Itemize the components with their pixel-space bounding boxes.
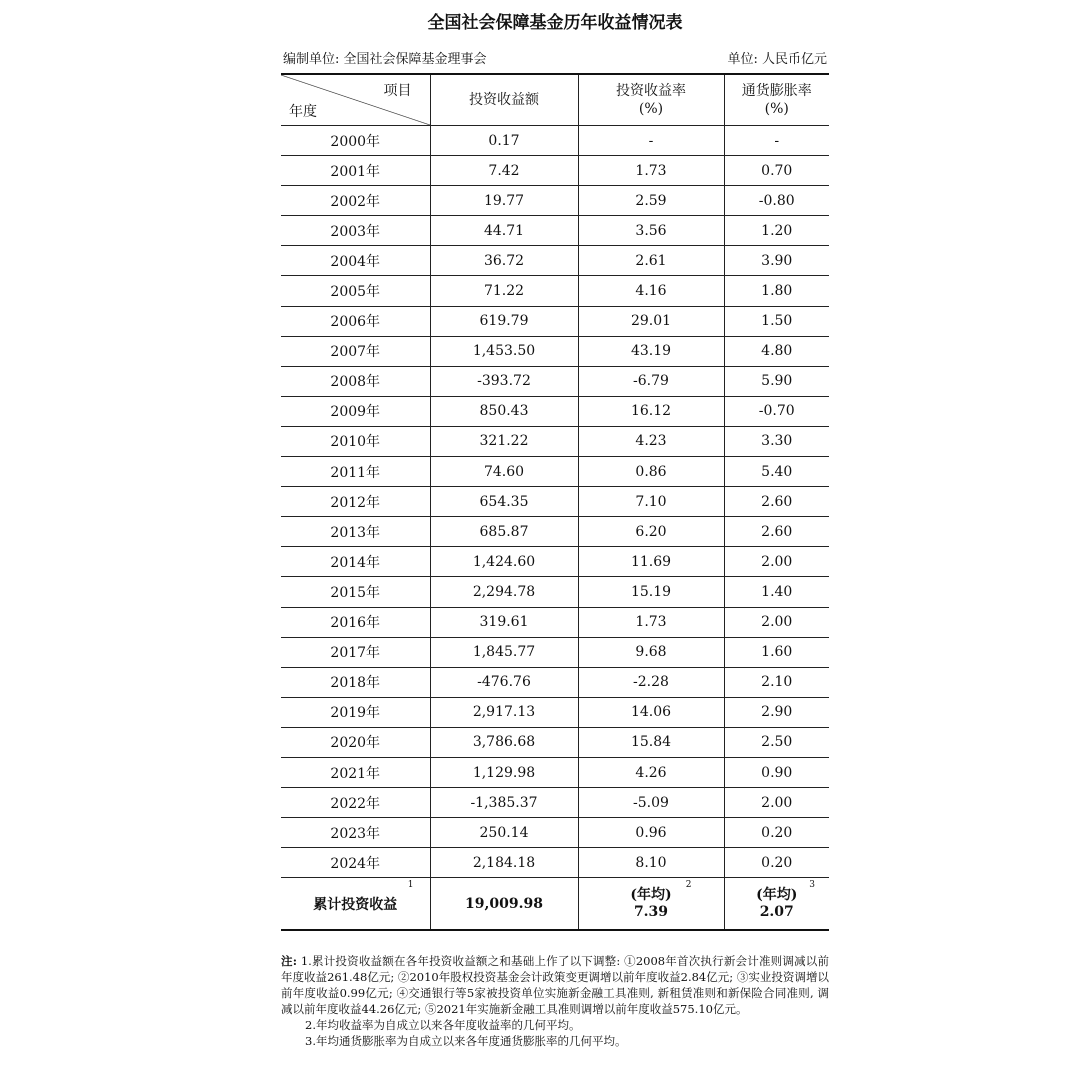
total-inflation-prefix: (年均) [756, 886, 798, 903]
cell-rate: -2.28 [578, 667, 724, 697]
cell-year: 2012年 [281, 487, 430, 517]
cell-inflation: 0.20 [724, 848, 829, 878]
cell-income: 654.35 [430, 487, 578, 517]
cell-income: 1,424.60 [430, 547, 578, 577]
table-row [281, 186, 829, 216]
cell-inflation: 0.70 [724, 156, 829, 186]
cell-inflation: 3.30 [724, 426, 829, 456]
cell-year: 2018年 [281, 667, 430, 697]
cell-year: 2017年 [281, 637, 430, 667]
cell-inflation: 5.90 [724, 366, 829, 396]
header-income: 投资收益额 [430, 74, 578, 126]
cell-rate: 0.96 [578, 818, 724, 848]
total-rate-cell [578, 878, 724, 930]
table-row [281, 637, 829, 667]
compiler-label: 编制单位: 全国社会保障基金理事会 [283, 52, 487, 67]
total-rate: 7.39 [633, 903, 669, 920]
cell-year: 2022年 [281, 788, 430, 818]
cell-inflation: 1.20 [724, 216, 829, 246]
table-row [281, 697, 829, 727]
cell-year: 2001年 [281, 156, 430, 186]
cell-year: 2019年 [281, 697, 430, 727]
cell-inflation: 1.40 [724, 577, 829, 607]
table-row [281, 366, 829, 396]
cell-income: 3,786.68 [430, 727, 578, 757]
cell-inflation: 2.60 [724, 517, 829, 547]
header-rate [578, 74, 724, 126]
table-row [281, 336, 829, 366]
cell-rate: 15.84 [578, 727, 724, 757]
cell-rate: 1.73 [578, 607, 724, 637]
table-row [281, 396, 829, 426]
notes-label: 注: [281, 953, 297, 968]
cell-year: 2016年 [281, 607, 430, 637]
cell-rate: 43.19 [578, 336, 724, 366]
cell-year: 2015年 [281, 577, 430, 607]
cell-rate: -6.79 [578, 366, 724, 396]
cell-rate: 4.26 [578, 757, 724, 787]
cell-rate: 7.10 [578, 487, 724, 517]
table-body [281, 126, 829, 930]
cell-rate: 3.56 [578, 216, 724, 246]
cell-rate: 2.59 [578, 186, 724, 216]
cell-inflation: 2.90 [724, 697, 829, 727]
cell-income: 0.17 [430, 126, 578, 156]
table-row [281, 457, 829, 487]
cell-income: 619.79 [430, 306, 578, 336]
table-row [281, 216, 829, 246]
cell-income: 321.22 [430, 426, 578, 456]
table-row [281, 727, 829, 757]
cell-year: 2024年 [281, 848, 430, 878]
cell-inflation: 2.00 [724, 547, 829, 577]
cell-year: 2000年 [281, 126, 430, 156]
cell-income: 319.61 [430, 607, 578, 637]
header-inflation-line1: 通货膨胀率 [741, 83, 812, 99]
table-row [281, 818, 829, 848]
cell-income: 850.43 [430, 396, 578, 426]
cell-rate: 8.10 [578, 848, 724, 878]
cell-year: 2002年 [281, 186, 430, 216]
cell-rate: - [578, 126, 724, 156]
cell-inflation: 4.80 [724, 336, 829, 366]
cell-year: 2005年 [281, 276, 430, 306]
cell-income: 44.71 [430, 216, 578, 246]
total-rate-sup: 2 [685, 880, 692, 891]
cell-inflation: 5.40 [724, 457, 829, 487]
table-row [281, 306, 829, 336]
table-row [281, 788, 829, 818]
table-row [281, 848, 829, 878]
cell-income: 2,184.18 [430, 848, 578, 878]
cell-income: 1,453.50 [430, 336, 578, 366]
total-row [281, 878, 829, 930]
table-row [281, 517, 829, 547]
diagonal-header-cell [281, 74, 430, 126]
cell-year: 2014年 [281, 547, 430, 577]
cell-year: 2008年 [281, 366, 430, 396]
cell-income: 1,845.77 [430, 637, 578, 667]
table-row [281, 426, 829, 456]
cell-rate: 11.69 [578, 547, 724, 577]
cell-year: 2003年 [281, 216, 430, 246]
cell-inflation: -0.70 [724, 396, 829, 426]
cell-year: 2021年 [281, 757, 430, 787]
cell-rate: 29.01 [578, 306, 724, 336]
cell-inflation: -0.80 [724, 186, 829, 216]
cell-inflation: 0.90 [724, 757, 829, 787]
table-row [281, 276, 829, 306]
cell-inflation: 2.60 [724, 487, 829, 517]
cell-income: 685.87 [430, 517, 578, 547]
footnote-1-text: 1.累计投资收益额在各年投资收益额之和基础上作了以下调整: ①2008年首次执行新会计准则调减以前年度收益261.48亿元; ②2010年股权投资基金会计政策变更调增以前年度收益2.84亿元; ③实业投资调增以前年度收益0.99亿元; ④交通银行等5家被投资单位实施新金融工具准则, 新租赁准则和新保险合同准则, 调减以前年度收益44.26亿元; ⑤2021年实施新金融工具准则调增以前年度收益575.10亿元。 [281, 953, 830, 1016]
footnote-1 [281, 953, 829, 1017]
total-inflation: 2.07 [759, 903, 794, 920]
header-rate-line1: 投资收益率 [616, 83, 686, 99]
page-title: 全国社会保障基金历年收益情况表 [427, 13, 683, 33]
cell-income: -1,385.37 [430, 788, 578, 818]
cell-year: 2013年 [281, 517, 430, 547]
cell-income: 2,917.13 [430, 697, 578, 727]
cell-rate: 1.73 [578, 156, 724, 186]
header-item: 项目 [383, 83, 412, 99]
cell-rate: 6.20 [578, 517, 724, 547]
cell-year: 2009年 [281, 396, 430, 426]
table-row [281, 757, 829, 787]
total-inflation-sup: 3 [809, 880, 815, 891]
cell-inflation: 2.50 [724, 727, 829, 757]
cell-income: 7.42 [430, 156, 578, 186]
cell-rate: -5.09 [578, 788, 724, 818]
total-label: 累计投资收益 [313, 896, 398, 913]
table-row [281, 607, 829, 637]
cell-rate: 15.19 [578, 577, 724, 607]
table-row [281, 577, 829, 607]
cell-rate: 14.06 [578, 697, 724, 727]
cell-rate: 2.61 [578, 246, 724, 276]
cell-income: 250.14 [430, 818, 578, 848]
total-inflation-cell [724, 878, 829, 930]
cell-rate: 4.16 [578, 276, 724, 306]
cell-year: 2020年 [281, 727, 430, 757]
cell-inflation: 3.90 [724, 246, 829, 276]
cell-year: 2023年 [281, 818, 430, 848]
cell-rate: 9.68 [578, 637, 724, 667]
header-year: 年度 [289, 104, 317, 120]
cell-income: -393.72 [430, 366, 578, 396]
unit-label: 单位: 人民币亿元 [727, 52, 827, 67]
table-row [281, 246, 829, 276]
cell-year: 2011年 [281, 457, 430, 487]
report [281, 0, 829, 1049]
cell-income: -476.76 [430, 667, 578, 697]
cell-income: 19.77 [430, 186, 578, 216]
header-rate-line2: (%) [638, 101, 664, 117]
cell-inflation: 1.50 [724, 306, 829, 336]
cell-income: 2,294.78 [430, 577, 578, 607]
cell-inflation: - [724, 126, 829, 156]
cell-inflation: 2.00 [724, 788, 829, 818]
header-row [281, 74, 829, 126]
table-row [281, 487, 829, 517]
total-income: 19,009.98 [430, 878, 578, 930]
total-label-sup: 1 [407, 880, 414, 891]
cell-year: 2010年 [281, 426, 430, 456]
cell-income: 74.60 [430, 457, 578, 487]
footnote-3: 3.年均通货膨胀率为自成立以来各年度通货膨胀率的几何平均。 [305, 1033, 627, 1048]
meta-line [281, 51, 829, 69]
cell-year: 2007年 [281, 336, 430, 366]
cell-income: 36.72 [430, 246, 578, 276]
header-inflation [724, 74, 829, 126]
table-row [281, 126, 829, 156]
cell-inflation: 0.20 [724, 818, 829, 848]
cell-inflation: 2.10 [724, 667, 829, 697]
cell-rate: 16.12 [578, 396, 724, 426]
cell-income: 1,129.98 [430, 757, 578, 787]
table-row [281, 156, 829, 186]
cell-inflation: 1.80 [724, 276, 829, 306]
cell-inflation: 2.00 [724, 607, 829, 637]
total-rate-prefix: (年均) [630, 886, 672, 903]
cell-income: 71.22 [430, 276, 578, 306]
table-row [281, 667, 829, 697]
footnote-2: 2.年均收益率为自成立以来各年度收益率的几何平均。 [305, 1017, 581, 1032]
footnotes [281, 953, 829, 1049]
cell-year: 2006年 [281, 306, 430, 336]
cell-rate: 0.86 [578, 457, 724, 487]
cell-inflation: 1.60 [724, 637, 829, 667]
table-row [281, 547, 829, 577]
returns-table [281, 73, 829, 931]
cell-rate: 4.23 [578, 426, 724, 456]
cell-year: 2004年 [281, 246, 430, 276]
header-inflation-line2: (%) [764, 101, 789, 117]
total-label-cell [281, 878, 430, 930]
